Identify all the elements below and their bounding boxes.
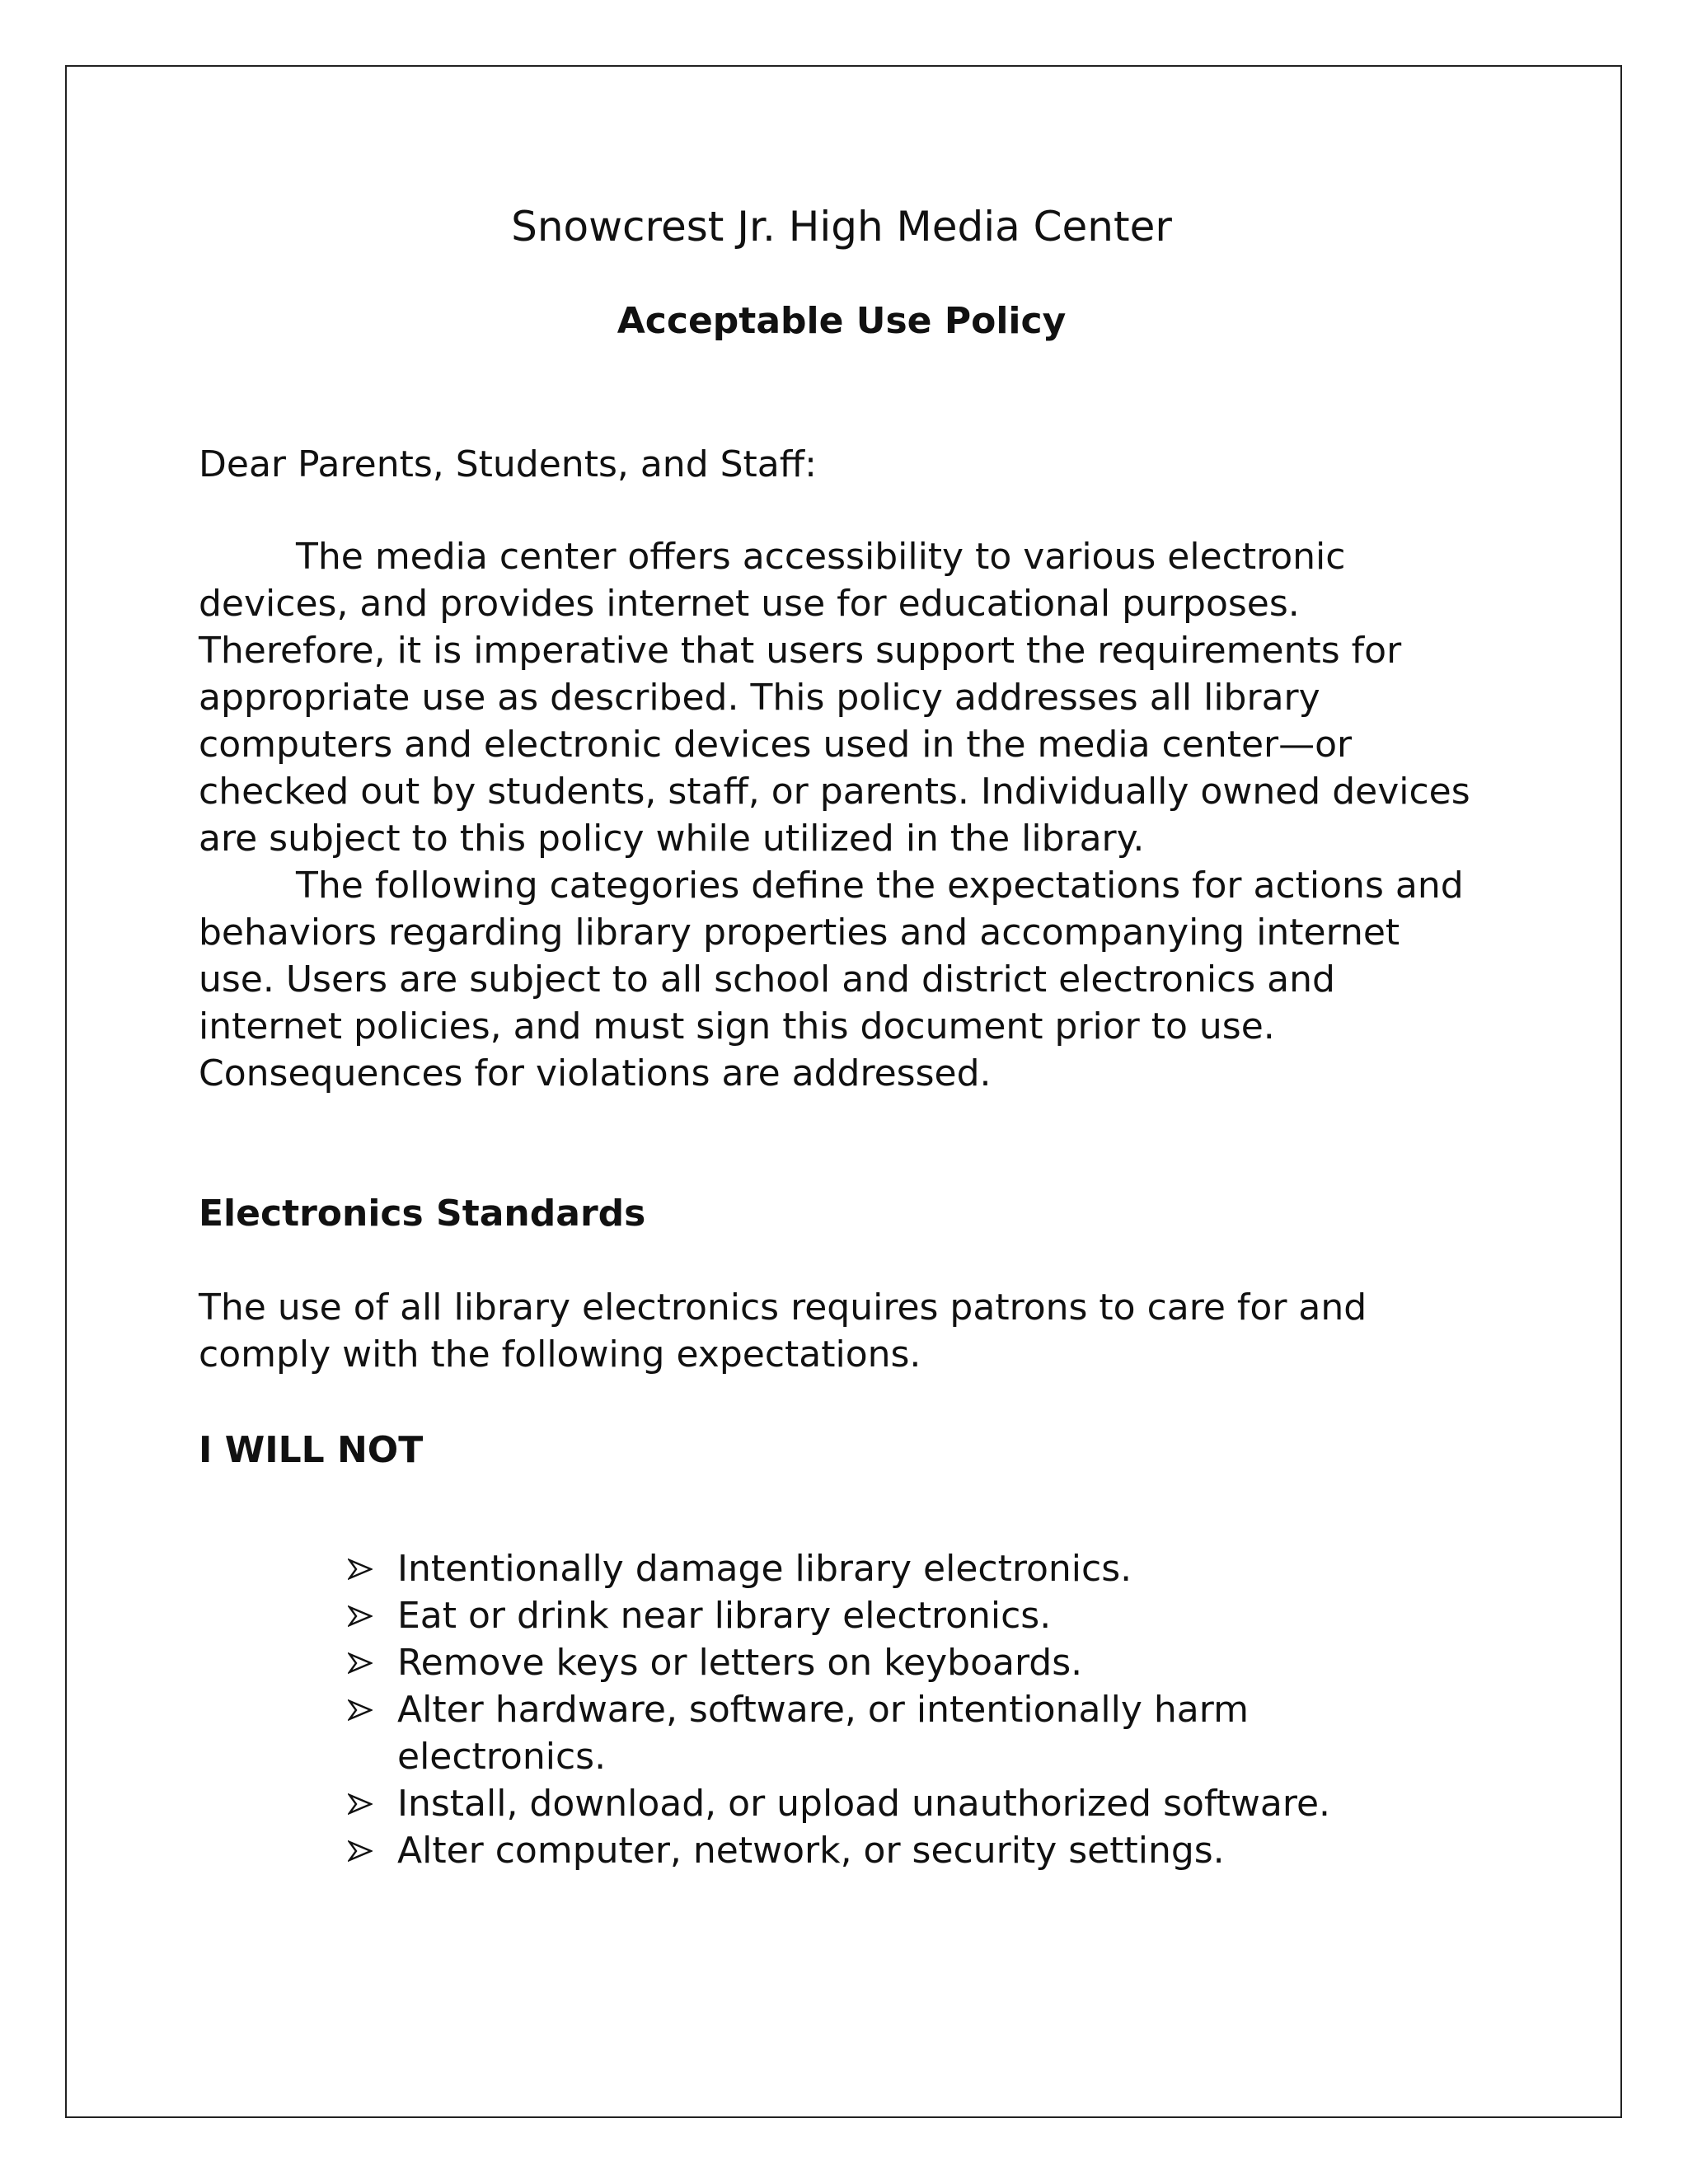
list-item-text: Eat or drink near library electronics. <box>397 1595 1052 1637</box>
intro-paragraph: The media center offers accessibility to various electronic devices, and provides internet use for educational purposes. Therefore, it is imperative that users support the requirements for appropriate use as described. This policy addresses all library computers and electronic devices used in the media center—or checked out by students, staff, or parents. Individually owned devices are subject to this policy while utilized in the library. <box>199 536 1470 860</box>
arrowhead-bullet-icon <box>348 1699 373 1721</box>
arrowhead-bullet-icon <box>348 1652 373 1674</box>
list-item-text: Remove keys or letters on keyboards. <box>397 1642 1083 1684</box>
list-item <box>348 1592 1419 1639</box>
list-item <box>348 1545 1419 1592</box>
page-subtitle: Acceptable Use Policy <box>617 300 1067 342</box>
list-item <box>348 1686 1419 1780</box>
list-item <box>348 1639 1419 1686</box>
arrowhead-bullet-icon <box>348 1558 373 1580</box>
arrowhead-bullet-icon <box>348 1605 373 1627</box>
list-item <box>348 1780 1419 1827</box>
arrowhead-bullet-icon <box>348 1840 373 1862</box>
list-item-text: Alter computer, network, or security settings. <box>397 1830 1225 1872</box>
section-intro: The use of all library electronics requires patrons to care for and comply with the following expectations. <box>199 1286 1367 1376</box>
section-heading: Electronics Standards <box>199 1193 646 1235</box>
page-title: Snowcrest Jr. High Media Center <box>511 203 1172 251</box>
list-item <box>348 1827 1419 1874</box>
arrowhead-bullet-icon <box>348 1793 373 1815</box>
salutation: Dear Parents, Students, and Staff: <box>199 443 817 485</box>
list-item-text: Install, download, or upload unauthorized software. <box>397 1783 1331 1825</box>
intro-section <box>199 533 1484 1097</box>
bullet-list <box>348 1545 1419 1874</box>
list-heading: I WILL NOT <box>199 1429 424 1471</box>
intro-paragraph: The following categories define the expectations for actions and behaviors regarding library properties and accompanying internet use. Users are subject to all school and district electronics and internet policies, and must sign this document prior to use. Consequences for violations are addressed. <box>199 865 1464 1094</box>
list-item-text: Alter hardware, software, or intentionally harm electronics. <box>397 1689 1249 1778</box>
list-item-text: Intentionally damage library electronics. <box>397 1548 1132 1590</box>
